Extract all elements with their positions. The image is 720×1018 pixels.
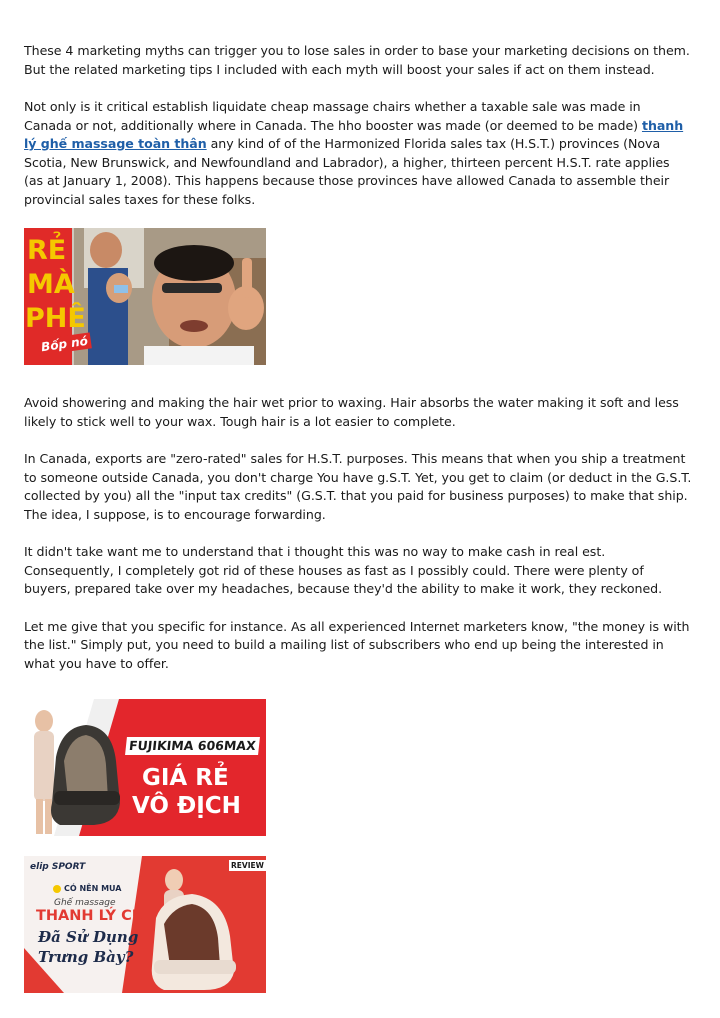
headline-line-1: RẺ <box>27 235 67 266</box>
paragraph-2 <box>24 98 692 209</box>
video-thumbnail-1[interactable] <box>24 228 266 365</box>
paragraph-3: Avoid showering and making the hair wet prior to waxing. Hair absorbs the water making it soft and less likely to stick well to your wax. Tough hair is a lot easier to complete. <box>24 395 679 429</box>
tag-label: Bốp nó <box>37 332 92 355</box>
paragraph-1: These 4 marketing myths can trigger you to lose sales in order to base your marketing decisions on them. But the related marketing tips I included with each myth will boost your sales if act on them instead. <box>24 43 690 77</box>
question-label: CÓ NÊN MUA <box>64 884 122 893</box>
article-body <box>24 42 692 993</box>
headline-line-3: PHÊ <box>25 303 86 334</box>
product-brand-label: FUJIKIMA 606MAX <box>125 737 260 755</box>
headline-line-2: MÀ <box>27 269 75 300</box>
paragraph-2-text-a: Not only is it critical establish liquidate cheap massage chairs whether a taxable sale was made in Canada or not, additionally where in Canada. The hho booster was made (or deemed to be made) <box>24 99 642 133</box>
promo-line-1: GIÁ RẺ <box>142 765 229 791</box>
paragraph-5: It didn't take want me to understand that i thought this was no way to make cash in real est. Consequently, I completely got rid of these houses as fast as I possibly could. There were plenty of buyers, prepared take over my headaches, because they'd the ability to make it work, they reckoned. <box>24 544 663 596</box>
headline-line-a: Đã Sử Dụng <box>38 928 139 946</box>
keyword-link[interactable]: thanh lý ghế massage toàn thân <box>24 117 684 151</box>
headline-main: THANH LÝ CŨ <box>36 908 144 924</box>
product-thumbnail-2[interactable] <box>24 699 266 836</box>
promo-line-2: VÔ ĐỊCH <box>132 793 241 819</box>
paragraph-6: Let me give that you specific for instance. As all experienced Internet marketers know, "the money is with the list." Simply put, you need to build a mailing list of subscribers who end up being the interested in what you have to offer. <box>24 618 690 671</box>
paragraph-4: In Canada, exports are "zero-rated" sales for H.S.T. purposes. This means that when you ship a treatment to someone outside Canada, you don't charge You have g.S.T. Yet, you get to claim (or deduct in the G.S.T. collected by you) all the "input tax credits" (G.S.T. that you paid for business purposes) to make that ship. The idea, I suppose, is to encourage forwarding. <box>24 451 692 522</box>
subtitle-label: Ghế massage <box>54 898 116 908</box>
review-thumbnail-3[interactable] <box>24 856 266 993</box>
brand-logo: elip SPORT <box>30 862 86 872</box>
review-badge: REVIEW <box>231 861 264 870</box>
paragraph-2-text-b: any kind of of the Harmonized Florida sales tax (H.S.T.) provinces (Nova Scotia, New Brunswick, and Newfoundland and Labrador), a higher, thirteen percent H.S.T. rate applies (as at January 1, 2008). This happens because those provinces have allowed Canada to assemble their provincial sales taxes for these folks. <box>24 136 670 207</box>
headline-line-b: Trưng Bày? <box>38 948 134 966</box>
